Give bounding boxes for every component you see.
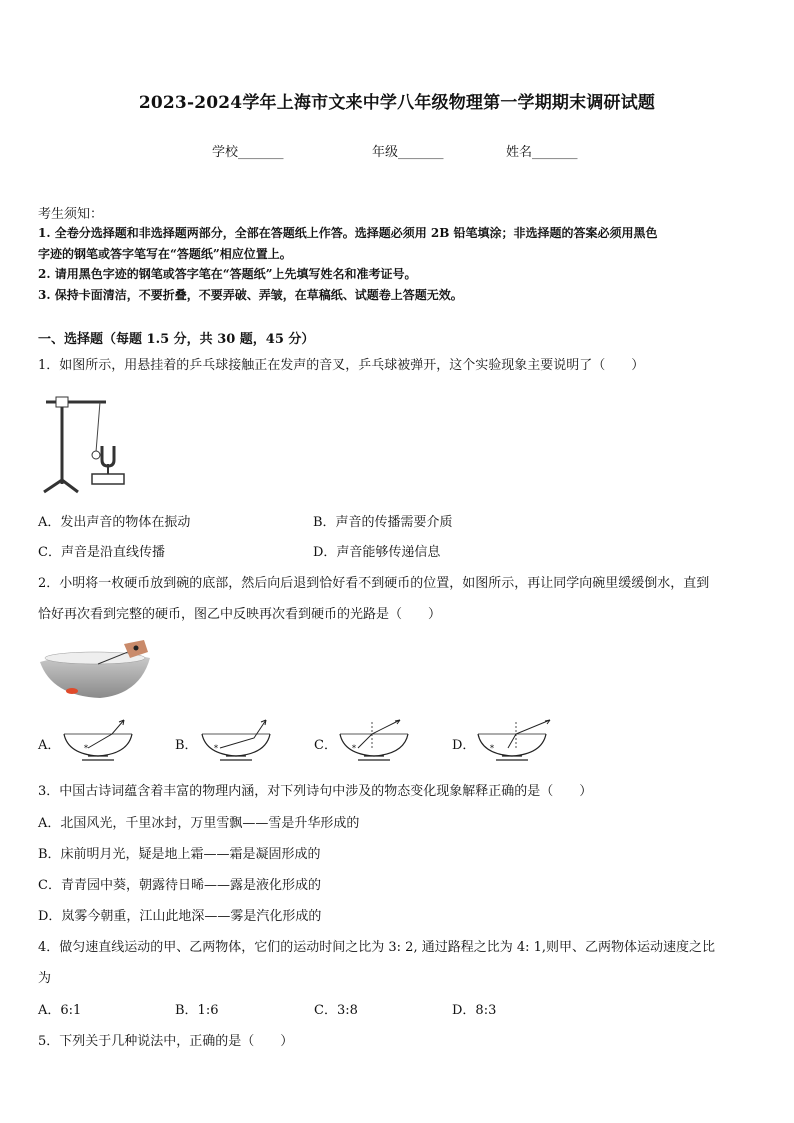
- q2-diagram-a: [62, 718, 134, 762]
- q2-diagram-b: [200, 718, 272, 762]
- q3-option-a: A．北国风光，千里冰封，万里雪飘——雪是升华形成的: [38, 816, 360, 831]
- q2-diagram-c: [338, 718, 410, 762]
- svg-text:*: *: [84, 744, 88, 753]
- notice-item: 1. 全卷分选择题和非选择题两部分，全部在答题纸上作答。选择题必须用 2B 铅笔填涂；非选择题的答案必须用黑色: [38, 226, 658, 240]
- q1-option-d: D．声音能够传递信息: [313, 545, 441, 560]
- question-1-stem: 1．如图所示，用悬挂着的乒乓球接触正在发声的音叉，乒乓球被弹开，这个实验现象主要说明了（ ）: [38, 358, 645, 373]
- q3-option-d: D．岚雾今朝重，江山此地深——雾是汽化形成的: [38, 909, 322, 924]
- q4-option-b: B．1:6: [175, 1003, 219, 1018]
- q2-diagram-d: [476, 718, 548, 762]
- section-heading: 一、选择题（每题 1.5 分，共 30 题，45 分）: [38, 332, 315, 347]
- q3-option-c: C．青青园中葵，朝露待日晞——露是液化形成的: [38, 878, 321, 893]
- q2-option-c: C．: [314, 738, 337, 753]
- q2-option-a: A．: [38, 738, 61, 753]
- q2-option-d: D．: [452, 738, 476, 753]
- question-2-stem-cont: 恰好再次看到完整的硬币，图乙中反映再次看到硬币的光路是（ ）: [38, 607, 442, 622]
- notice-heading: 考生须知：: [38, 207, 104, 222]
- notice-item: 字迹的钢笔或答字笔写在“答题纸”相应位置上。: [38, 247, 292, 261]
- svg-text:*: *: [352, 744, 356, 753]
- question-4-stem: 4．做匀速直线运动的甲、乙两物体，它们的运动时间之比为 3: 2, 通过路程之比为 4: 1,则甲、乙两物体运动速度之比: [38, 940, 716, 955]
- q4-option-c: C．3:8: [314, 1003, 358, 1018]
- notice-item: 3. 保持卡面清洁，不要折叠，不要弄破、弄皱，在草稿纸、试题卷上答题无效。: [38, 288, 463, 302]
- q4-option-a: A．6:1: [38, 1003, 82, 1018]
- q2-option-b: B．: [175, 738, 198, 753]
- school-field: 学校_______: [212, 145, 284, 160]
- q1-option-b: B．声音的传播需要介质: [313, 515, 453, 530]
- grade-field: 年级_______: [372, 145, 444, 160]
- q1-option-a: A．发出声音的物体在振动: [38, 515, 191, 530]
- q3-option-b: B．床前明月光，疑是地上霜——霜是凝固形成的: [38, 847, 321, 862]
- name-field: 姓名_______: [506, 145, 578, 160]
- q4-option-d: D．8:3: [452, 1003, 497, 1018]
- question-2-stem: 2．小明将一枚硬币放到碗的底部，然后向后退到恰好看不到硬币的位置，如图所示，再让同学向碗里缓缓倒水，直到: [38, 576, 710, 591]
- bowl-coin-figure: [38, 636, 158, 706]
- question-3-stem: 3．中国古诗词蕴含着丰富的物理内涵，对下列诗句中涉及的物态变化现象解释正确的是（ ）: [38, 784, 593, 799]
- notice-item: 2. 请用黑色字迹的钢笔或答字笔在“答题纸”上先填写姓名和准考证号。: [38, 267, 417, 281]
- question-4-stem-cont: 为: [38, 971, 52, 986]
- tuning-fork-figure: [38, 388, 138, 498]
- question-5-stem: 5．下列关于几种说法中，正确的是（ ）: [38, 1034, 294, 1049]
- q1-option-c: C．声音是沿直线传播: [38, 545, 165, 560]
- svg-text:*: *: [214, 744, 218, 753]
- page-title: 2023-2024学年上海市文来中学八年级物理第一学期期末调研试题: [138, 93, 656, 113]
- svg-text:*: *: [490, 744, 494, 753]
